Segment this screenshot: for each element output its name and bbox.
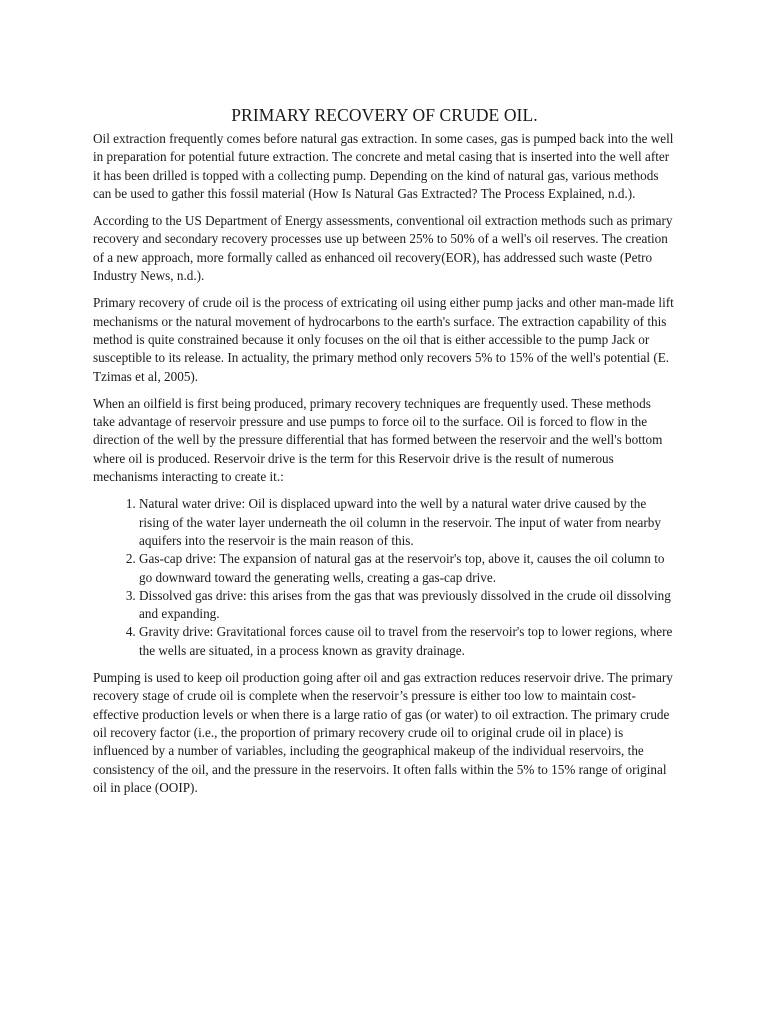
list-item-dissolved-gas-drive: 3. Dissolved gas drive: this arises from the gas that was previously dissolved in the crude oil dissolving and expanding. (139, 587, 676, 624)
list-item-gas-cap-drive: 2. Gas-cap drive: The expansion of natural gas at the reservoir's top, above it, causes the oil column to go downward toward the generating wells, creating a gas-cap drive. (139, 550, 676, 587)
paragraph-extraction-intro: Oil extraction frequently comes before natural gas extraction. In some cases, gas is pumped back into the well in preparation for potential future extraction. The concrete and metal casing that is inserted into the well after it has been drilled is topped with a collecting pump. Depending on the kind of natural gas, various methods can be used to gather this fossil material (How Is Natural Gas Extracted? The Process Explained, n.d.). (93, 131, 674, 201)
document-title: PRIMARY RECOVERY OF CRUDE OIL. (231, 105, 538, 125)
paragraph-pumping-conclusion: Pumping is used to keep oil production going after oil and gas extraction reduces reservoir drive. The primary recovery stage of crude oil is complete when the reservoir’s pressure is either too low to maintain cost-effective production levels or when there is a large ratio of gas (or water) to oil extraction. The primary crude oil recovery factor (i.e., the proportion of primary recovery crude oil to original crude oil in place) is influenced by a number of variables, including the geographical makeup of the individual reservoirs, the consistency of the oil, and the pressure in the reservoirs. It often falls within the 5% to 15% range of original oil in place (OOIP). (93, 670, 673, 795)
list-item-natural-water-drive: 1. Natural water drive: Oil is displaced upward into the well by a natural water drive caused by the rising of the water layer underneath the oil column in the reservoir. The input of water from nearby aquifers into the reservoir is the main reason of this. (139, 495, 676, 550)
paragraph-doe-assessments: According to the US Department of Energy assessments, conventional oil extraction methods such as primary recovery and secondary recovery processes use up between 25% to 50% of a well's oil reserves. The creation of a new approach, more formally called as enhanced oil recovery(EOR), has addressed such waste (Petro Industry News, n.d.). (93, 213, 673, 284)
reservoir-drive-list (93, 495, 676, 660)
paragraph-reservoir-drive: When an oilfield is first being produced, primary recovery techniques are frequently used. These methods take advantage of reservoir pressure and use pumps to force oil to the surface. Oil is forced to flow in the direction of the well by the pressure differential that has formed between the reservoir and the well's bottom where oil is produced. Reservoir drive is the term for this Reservoir drive is the result of numerous mechanisms interacting to create it.: (93, 395, 663, 485)
document-page (93, 104, 676, 806)
paragraph-primary-recovery-definition: Primary recovery of crude oil is the process of extricating oil using either pump jacks and other man-made lift mechanisms or the natural movement of hydrocarbons to the earth's surface. The extraction capability of this method is quite constrained because it only focuses on the oil that is either accessible to the pump Jack or susceptible to its release. In actuality, the primary method only recovers 5% to 15% of the well's potential (E. Tzimas et al, 2005). (93, 295, 674, 384)
list-item-gravity-drive: 4. Gravity drive: Gravitational forces cause oil to travel from the reservoir's top to lower regions, where the wells are situated, in a process known as gravity drainage. (139, 623, 676, 660)
